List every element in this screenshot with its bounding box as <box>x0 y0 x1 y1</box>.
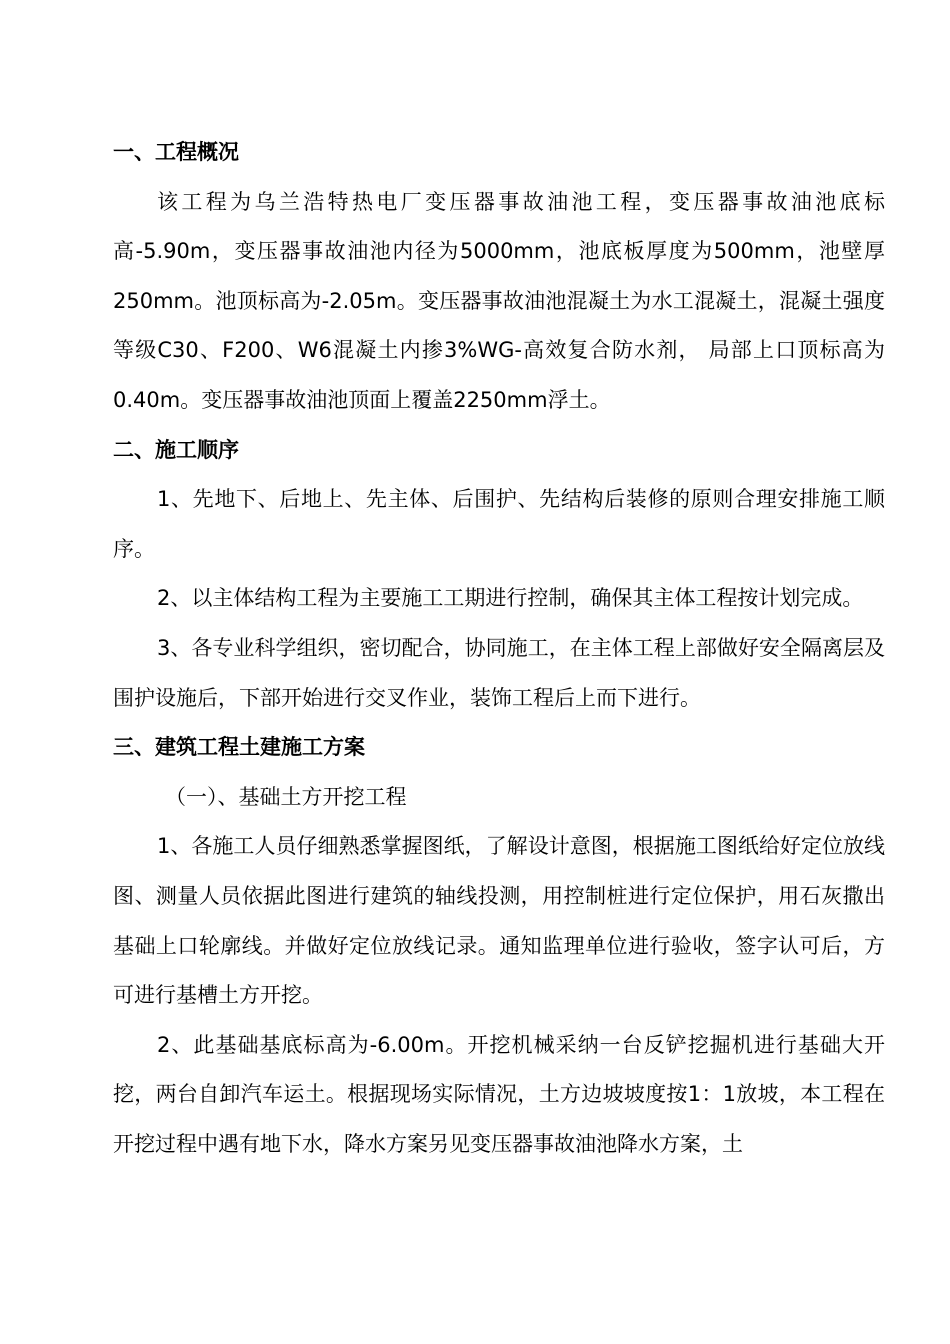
paragraph-sequence-2: 2、以主体结构工程为主要施工工期进行控制，确保其主体工程按计划完成。 <box>157 586 864 611</box>
section-heading-construction-plan: 三、建筑工程土建施工方案 <box>113 735 365 760</box>
paragraph-sequence-3: 3、各专业科学组织，密切配合，协同施工，在主体工程上部做好安全隔离层及围护设施后，下部开始进行交叉作业，装饰工程后上而下进行。 <box>113 635 885 710</box>
document-body <box>113 128 885 1169</box>
section-heading-sequence: 二、施工顺序 <box>113 437 239 462</box>
paragraph-sequence-1: 1、先地下、后地上、先主体、后围护、先结构后装修的原则合理安排施工顺序。 <box>113 487 885 561</box>
subheading-earthwork: （一）、基础土方开挖工程 <box>165 784 407 809</box>
paragraph-overview: 该工程为乌兰浩特热电厂变压器事故油池工程，变压器事故油池底标高-5.90m，变压器事故油池内径为5000mm，池底板厚度为500mm，池壁厚250mm。池顶标高为-2.05m。变压器事故油池混凝土为水工混凝土，混凝土强度等级C30、F200、W6混凝土内掺3%WG-高效复合防水剂， 局部上口顶标高为0.40m。变压器事故油池顶面上覆盖2250mm浮土。 <box>113 189 885 412</box>
paragraph-earthwork-2: 2、此基础基底标高为-6.00m。开挖机械采纳一台反铲挖掘机进行基础大开挖，两台自卸汽车运土。根据现场实际情况，土方边坡坡度按1：1放坡，本工程在开挖过程中遇有地下水，降水方案另见变压器事故油池降水方案，土 <box>113 1032 885 1156</box>
section-heading-overview: 一、工程概况 <box>113 140 239 164</box>
paragraph-earthwork-1: 1、各施工人员仔细熟悉掌握图纸，了解设计意图，根据施工图纸给好定位放线图、测量人员依据此图进行建筑的轴线投测，用控制桩进行定位保护，用石灰撒出基础上口轮廓线。并做好定位放线记录。通知监理单位进行验收，签字认可后，方可进行基槽土方开挖。 <box>113 834 885 1008</box>
